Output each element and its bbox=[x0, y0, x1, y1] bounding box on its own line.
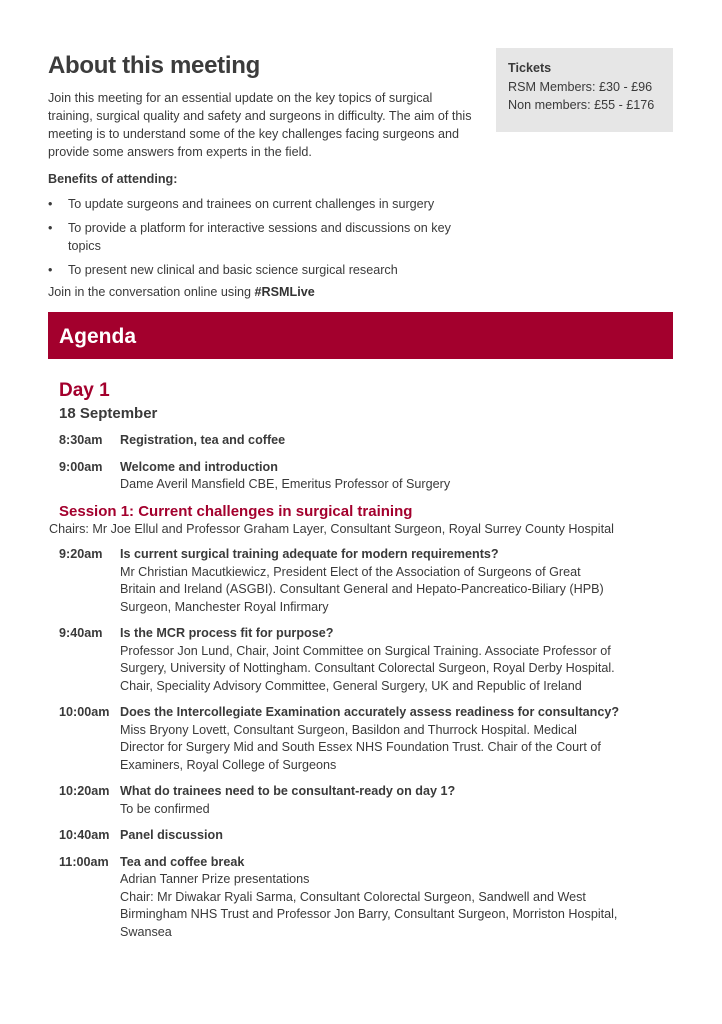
agenda-item-title: Is current surgical training adequate for modern requirements? bbox=[120, 547, 499, 561]
agenda-item-detail: Chair: Mr Diwakar Ryali Sarma, Consultant Colorectal Surgeon, Sandwell and West bbox=[120, 889, 586, 904]
agenda-item-detail: Surgeon, Manchester Royal Infirmary bbox=[120, 599, 329, 614]
agenda-item-detail: Surgery, University of Nottingham. Consultant Colorectal Surgeon, Royal Derby Hospital. bbox=[120, 661, 615, 675]
session-chairs: Chairs: Mr Joe Ellul and Professor Graham Layer, Consultant Surgeon, Royal Surrey County Hospital bbox=[49, 521, 614, 536]
agenda-item bbox=[59, 432, 679, 450]
agenda-item-body bbox=[120, 625, 679, 695]
agenda-item-body bbox=[120, 432, 679, 450]
agenda-item bbox=[59, 459, 679, 494]
agenda-item-body bbox=[120, 546, 679, 616]
tickets-non-members-price: Non members: £55 - £176 bbox=[508, 98, 655, 112]
agenda-item-time: 10:00am bbox=[59, 705, 110, 719]
agenda-item-detail: Dame Averil Mansfield CBE, Emeritus Professor of Surgery bbox=[120, 477, 451, 491]
hashtag: #RSMLive bbox=[254, 285, 315, 299]
bullet-icon: • bbox=[48, 263, 53, 277]
agenda-item-detail: Examiners, Royal College of Surgeons bbox=[120, 757, 337, 772]
tickets-title: Tickets bbox=[508, 61, 552, 75]
about-section bbox=[48, 52, 478, 299]
agenda-item-time: 9:40am bbox=[59, 626, 103, 640]
agenda-item-detail: Chair, Speciality Advisory Committee, General Surgery, UK and Republic of Ireland bbox=[120, 678, 582, 693]
tickets-members-price: RSM Members: £30 - £96 bbox=[508, 80, 653, 94]
agenda-item-detail: To be confirmed bbox=[120, 801, 210, 816]
agenda-item-title: What do trainees need to be consultant-ready on day 1? bbox=[120, 784, 456, 798]
agenda-item-body bbox=[120, 783, 679, 818]
agenda-item-time: 10:20am bbox=[59, 784, 110, 798]
agenda-header bbox=[48, 312, 673, 359]
agenda-item-detail: Miss Bryony Lovett, Consultant Surgeon, Basildon and Thurrock Hospital. Medical bbox=[120, 722, 577, 737]
agenda-item bbox=[59, 546, 679, 616]
agenda-item-title: Panel discussion bbox=[120, 828, 223, 842]
agenda-items-after bbox=[59, 546, 679, 941]
agenda-item-title: Does the Intercollegiate Examination accurately assess readiness for consultancy? bbox=[120, 705, 620, 719]
agenda-item bbox=[59, 783, 679, 818]
agenda-item-time: 11:00am bbox=[59, 854, 109, 869]
agenda-item-body bbox=[120, 704, 679, 774]
agenda-item bbox=[59, 827, 679, 845]
session-title: Session 1: Current challenges in surgical training bbox=[59, 502, 413, 520]
agenda-item-title: Welcome and introduction bbox=[120, 459, 278, 474]
benefit-item: • To update surgeons and trainees on current challenges in surgery bbox=[48, 197, 435, 211]
about-description: Join this meeting for an essential update on the key topics of surgical training, surgical quality and safety and surgeons in difficulty. The aim of this meeting is to understand some of the key challenges facing surgeons and provide some answers from experts in the field. bbox=[48, 91, 472, 159]
agenda-item-time: 10:40am bbox=[59, 828, 110, 842]
agenda-item-detail: Professor Jon Lund, Chair, Joint Committee on Surgical Training. Associate Professor of bbox=[120, 643, 611, 658]
bullet-icon: • bbox=[48, 221, 53, 235]
agenda-items-before bbox=[59, 432, 679, 494]
agenda-item bbox=[59, 704, 679, 774]
agenda-item-detail: Britain and Ireland (ASGBI). Consultant General and Hepato-Pancreatico-Biliary (HPB) bbox=[120, 582, 604, 596]
about-title: About this meeting bbox=[48, 52, 260, 79]
agenda-item-detail: Birmingham NHS Trust and Professor Jon Barry, Consultant Surgeon, Morriston Hospital, bbox=[120, 907, 618, 921]
agenda-item bbox=[59, 625, 679, 695]
benefits-list bbox=[48, 195, 478, 279]
agenda-item-title: Registration, tea and coffee bbox=[120, 433, 286, 447]
bullet-icon: • bbox=[48, 197, 53, 211]
agenda-item-detail: Mr Christian Macutkiewicz, President Elect of the Association of Surgeons of Great bbox=[120, 564, 581, 579]
benefits-title: Benefits of attending: bbox=[48, 172, 178, 186]
agenda-item-title: Is the MCR process fit for purpose? bbox=[120, 626, 334, 640]
tickets-box bbox=[496, 48, 673, 132]
benefit-item: • To provide a platform for interactive sessions and discussions on key topics bbox=[48, 221, 451, 253]
day-heading: Day 1 bbox=[59, 380, 110, 401]
agenda-item-time: 8:30am bbox=[59, 433, 103, 447]
agenda-item-body bbox=[120, 459, 679, 494]
agenda-title: Agenda bbox=[59, 325, 137, 348]
agenda-item-detail: Swansea bbox=[120, 924, 172, 939]
agenda-item-time: 9:00am bbox=[59, 459, 103, 474]
online-conversation: Join in the conversation online using #RSMLive bbox=[48, 285, 315, 299]
agenda-item-detail: Director for Surgery Mid and South Essex NHS Foundation Trust. Chair of the Court of bbox=[120, 740, 601, 754]
agenda-item-body bbox=[120, 827, 679, 845]
day-date: 18 September bbox=[59, 405, 158, 422]
agenda-item-body bbox=[120, 854, 679, 942]
agenda-item bbox=[59, 854, 679, 942]
agenda-schedule bbox=[49, 380, 679, 950]
benefit-item: • To present new clinical and basic science surgical research bbox=[48, 263, 398, 277]
agenda-item-time: 9:20am bbox=[59, 547, 103, 561]
agenda-item-title: Tea and coffee break bbox=[120, 854, 245, 869]
agenda-item-detail: Adrian Tanner Prize presentations bbox=[120, 872, 310, 886]
